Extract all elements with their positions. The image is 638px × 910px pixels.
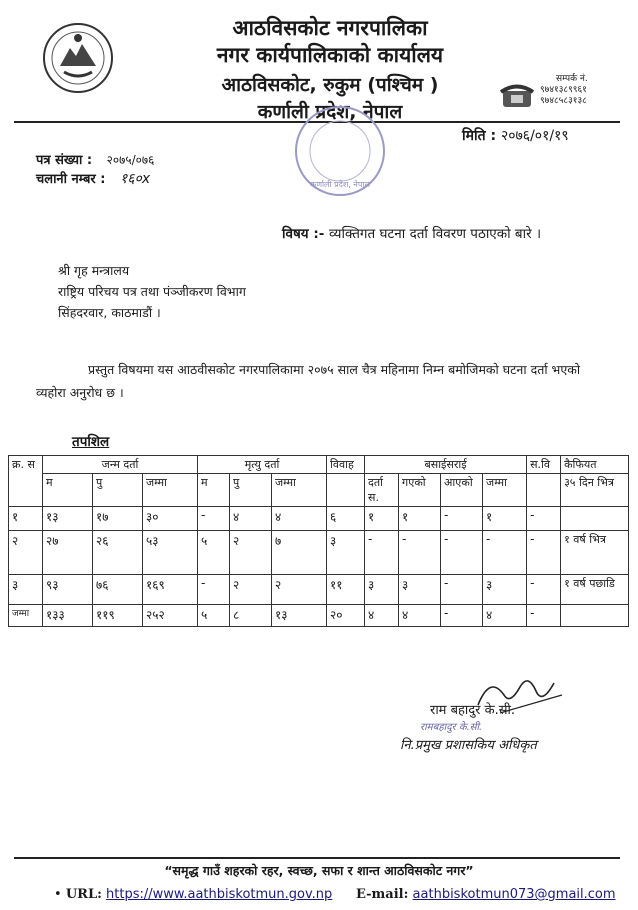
- table-header-row-2: [9, 474, 629, 507]
- header-death: मृत्यु दर्ता: [198, 456, 327, 474]
- dispatch-value: १६०x: [119, 171, 151, 187]
- header-within-35-days: ३५ दिन भित्र: [561, 474, 629, 507]
- body-paragraph: प्रस्तुत विषयमा यस आठवीसकोट नगरपालिकामा २०७५ साल चैत्र महिनामा निम्न बमोजिमको घटना दर्ता भएको व्यहोरा अनुरोध छ ।: [36, 362, 581, 400]
- table-cell: ४: [365, 605, 399, 627]
- table-cell: [561, 605, 629, 627]
- contact-block: [540, 74, 588, 107]
- table-cell: १: [483, 507, 527, 531]
- header-out: गएको: [399, 474, 441, 507]
- date-label: मिति :: [462, 128, 497, 144]
- table-cell: १३: [43, 507, 93, 531]
- website-link[interactable]: https://www.aathbiskotmun.gov.np: [106, 887, 333, 902]
- reference-number: [36, 150, 154, 168]
- footer-email: [356, 887, 616, 902]
- phone-number-1: ९७४१३८९९६१: [540, 85, 587, 95]
- telephone-icon: [500, 83, 534, 109]
- header-total: जम्मा: [483, 474, 527, 507]
- recipient-line-1: श्री गृह मन्त्रालय: [58, 263, 130, 278]
- table-cell: -: [527, 531, 561, 575]
- header-empty: [327, 474, 365, 507]
- table-cell: ३: [365, 575, 399, 605]
- table-cell: -: [527, 575, 561, 605]
- dispatch-label: चलानी नम्बर :: [36, 172, 106, 187]
- table-cell: -: [441, 575, 483, 605]
- header-remarks: कैफियत: [561, 456, 629, 474]
- header-serial: क्र. स: [9, 456, 43, 507]
- table-row: [9, 575, 629, 605]
- date-value: २०७६/०१/१९: [500, 128, 569, 144]
- table-title: तपशिल: [72, 434, 110, 450]
- header-male: म: [198, 474, 230, 507]
- table-cell: २: [272, 575, 327, 605]
- table-cell: १३३: [43, 605, 93, 627]
- table-cell: -: [527, 605, 561, 627]
- subject-text: व्यक्तिगत घटना दर्ता विवरण पठाएको बारे ।: [329, 226, 542, 242]
- header-in: आएको: [441, 474, 483, 507]
- table-cell: १ वर्ष भित्र: [561, 531, 629, 575]
- table-cell: ३: [399, 575, 441, 605]
- table-cell: -: [483, 531, 527, 575]
- table-cell: ११९: [93, 605, 143, 627]
- header-divorce: स.वि: [527, 456, 561, 474]
- table-cell: ४: [483, 605, 527, 627]
- footer-bullet: •: [54, 887, 62, 902]
- stamp-text: कर्णाली प्रदेश, नेपाल: [310, 180, 370, 189]
- table-cell: १: [365, 507, 399, 531]
- table-cell: ४: [230, 507, 272, 531]
- province-country: कर्णाली प्रदेश, नेपाल: [257, 101, 403, 123]
- table-cell: -: [441, 531, 483, 575]
- table-total-row: [9, 605, 629, 627]
- table-cell: -: [198, 507, 230, 531]
- table-header-row-1: [9, 456, 629, 474]
- government-emblem-logo: [42, 22, 114, 94]
- table-cell: ६: [327, 507, 365, 531]
- table-cell: १७: [93, 507, 143, 531]
- dispatch-number: [36, 169, 150, 188]
- reference-value: २०७५/०७६: [106, 153, 155, 167]
- letter-date: [462, 126, 569, 145]
- email-link[interactable]: aathbiskotmun073@gmail.com: [412, 887, 616, 902]
- recipient-line-2: राष्ट्रिय परिचय पत्र तथा पंञ्जीकरण विभाग: [58, 284, 246, 299]
- footer-divider: [14, 857, 620, 859]
- table-cell: ४: [272, 507, 327, 531]
- table-cell: २: [230, 531, 272, 575]
- office-name: नगर कार्यपालिकाको कार्यालय: [216, 43, 444, 67]
- header-total: जम्मा: [272, 474, 327, 507]
- table-cell: ३: [9, 575, 43, 605]
- table-cell: ९३: [43, 575, 93, 605]
- table-cell: १: [399, 507, 441, 531]
- office-stamp: [292, 103, 388, 199]
- table-cell: ७६: [93, 575, 143, 605]
- table-cell: ८: [230, 605, 272, 627]
- table-cell: -: [527, 507, 561, 531]
- table-cell: -: [365, 531, 399, 575]
- subject-label: विषय :-: [282, 226, 325, 242]
- table-cell: २६: [93, 531, 143, 575]
- table-cell: ३: [483, 575, 527, 605]
- table-cell: २५२: [143, 605, 198, 627]
- table-cell: [561, 507, 629, 531]
- municipality-name: आठविसकोट नगरपालिका: [232, 16, 428, 40]
- email-label: E-mail:: [356, 887, 409, 902]
- url-label: URL:: [65, 887, 102, 902]
- office-location: आठविसकोट, रुकुम (पश्चिम ): [221, 74, 439, 96]
- signatory-name: राम बहादुर के.सी.: [430, 703, 516, 718]
- header-male: म: [43, 474, 93, 507]
- header-empty: [527, 474, 561, 507]
- contact-label: सम्पर्क नं.: [556, 74, 588, 84]
- header-registered: दर्ता स.: [365, 474, 399, 507]
- header-marriage: विवाह: [327, 456, 365, 474]
- table-cell: १६९: [143, 575, 198, 605]
- header-female: पु: [93, 474, 143, 507]
- table-cell: -: [441, 605, 483, 627]
- footer-url: [54, 887, 332, 902]
- recipient-line-3: सिंहदरवार, काठमाडौं ।: [58, 305, 161, 320]
- table-cell: जम्मा: [9, 605, 43, 627]
- phone-number-2: ९७४८५८३१३८: [540, 96, 587, 106]
- table-cell: ३: [327, 531, 365, 575]
- header-birth: जन्म दर्ता: [43, 456, 198, 474]
- table-cell: -: [399, 531, 441, 575]
- table-row: [9, 507, 629, 531]
- table-cell: -: [198, 575, 230, 605]
- table-cell: ५३: [143, 531, 198, 575]
- table-row: [9, 531, 629, 575]
- table-cell: २७: [43, 531, 93, 575]
- table-cell: ११: [327, 575, 365, 605]
- table-cell: ७: [272, 531, 327, 575]
- event-registration-table: [8, 455, 629, 627]
- table-cell: १३: [272, 605, 327, 627]
- table-cell: ५: [198, 531, 230, 575]
- subject-line: [282, 224, 541, 242]
- header-migration: बसाईसराई: [365, 456, 527, 474]
- table-cell: २०: [327, 605, 365, 627]
- table-cell: २: [9, 531, 43, 575]
- header-female: पु: [230, 474, 272, 507]
- header-total: जम्मा: [143, 474, 198, 507]
- table-cell: -: [441, 507, 483, 531]
- table-cell: २: [230, 575, 272, 605]
- reference-label: पत्र संख्या :: [36, 153, 93, 168]
- footer-motto: “समृद्ध गाउँ शहरको रहर, स्वच्छ, सफा र शान्त आठविसकोट नगर”: [164, 863, 474, 878]
- signatory-title: नि.प्रमुख प्रशासकिय अधिकृत: [400, 738, 537, 753]
- table-cell: ५: [198, 605, 230, 627]
- table-cell: ३०: [143, 507, 198, 531]
- table-cell: १: [9, 507, 43, 531]
- table-cell: ४: [399, 605, 441, 627]
- table-cell: १ वर्ष पछाडि: [561, 575, 629, 605]
- signature-seal: रामबहादुर के.सी.: [420, 722, 483, 733]
